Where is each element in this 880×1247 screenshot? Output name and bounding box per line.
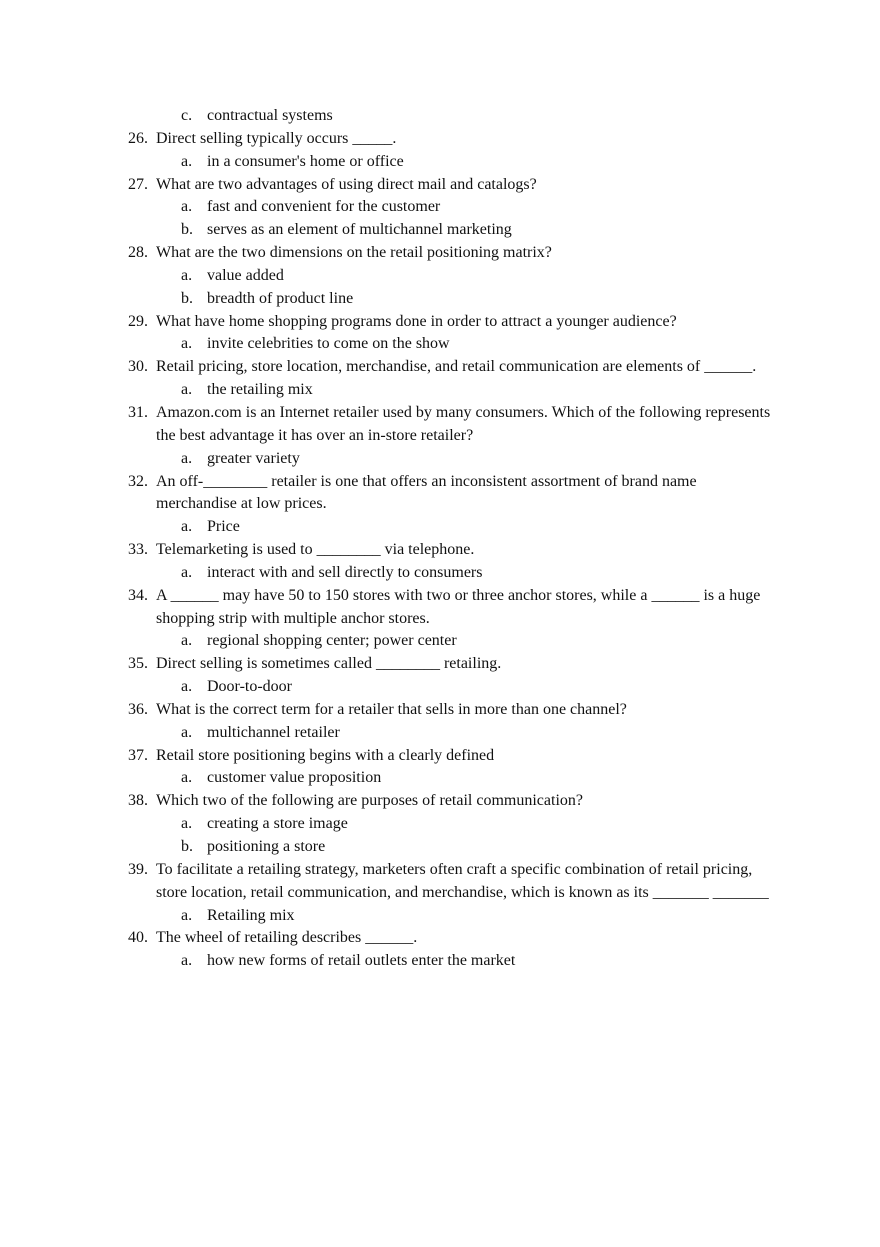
- answer-letter: a.: [181, 906, 193, 924]
- answer-letter: a.: [181, 198, 193, 216]
- answer-text: the retailing mix: [207, 381, 313, 399]
- answer-text: how new forms of retail outlets enter the market: [207, 952, 516, 970]
- question-item: [128, 471, 778, 517]
- answer-option: [128, 379, 778, 402]
- answer-text: interact with and sell directly to consumers: [207, 563, 483, 581]
- answer-letter: b.: [181, 838, 193, 855]
- question-item: [128, 699, 778, 722]
- question-item: [128, 585, 778, 631]
- question-item: [128, 311, 778, 334]
- question-item: [128, 653, 778, 676]
- answer-letter: a.: [181, 769, 193, 787]
- answer-text: value added: [207, 266, 284, 284]
- answer-text: multichannel retailer: [207, 723, 340, 741]
- answer-letter: a.: [181, 632, 193, 650]
- question-text: The wheel of retailing describes ______.: [156, 929, 418, 947]
- question-number: 26.: [128, 129, 148, 147]
- question-item: [128, 356, 778, 379]
- question-text: What are the two dimensions on the retail positioning matrix?: [156, 244, 552, 262]
- answer-option: [128, 333, 778, 356]
- answer-letter: a.: [181, 563, 193, 581]
- answer-letter: a.: [181, 381, 193, 399]
- answer-option: [128, 767, 778, 790]
- answer-option: [128, 676, 778, 699]
- question-text: To facilitate a retailing strategy, marketers often craft a specific combination of retail pricing, store location, retail communication, and merchandise, which is known as its _______ _______: [156, 860, 769, 901]
- question-item: [128, 745, 778, 768]
- question-number: 30.: [128, 358, 148, 376]
- answer-option: [128, 950, 778, 973]
- question-text: Telemarketing is used to ________ via telephone.: [156, 541, 475, 559]
- question-text: What are two advantages of using direct mail and catalogs?: [156, 175, 537, 193]
- question-text: What have home shopping programs done in order to attract a younger audience?: [156, 312, 677, 330]
- answer-letter: a.: [181, 449, 193, 467]
- answer-option: [128, 196, 778, 219]
- question-item: [128, 539, 778, 562]
- question-text: Direct selling typically occurs _____.: [156, 129, 397, 147]
- question-item: [128, 927, 778, 950]
- question-number: 39.: [128, 860, 148, 878]
- question-text: An off-________ retailer is one that offers an inconsistent assortment of brand name merchandise at low prices.: [156, 472, 697, 513]
- answer-letter: a.: [181, 518, 193, 536]
- answer-option: [128, 105, 778, 128]
- answer-text: fast and convenient for the customer: [207, 198, 441, 216]
- question-number: 32.: [128, 472, 148, 490]
- question-number: 35.: [128, 655, 148, 673]
- answer-letter: a.: [181, 723, 193, 741]
- question-text: Retail pricing, store location, merchandise, and retail communication are elements of ______.: [156, 358, 757, 376]
- answer-text: greater variety: [207, 449, 300, 467]
- answer-text: Price: [207, 518, 240, 536]
- answer-text: contractual systems: [207, 107, 333, 124]
- answer-option: [128, 813, 778, 836]
- answer-option: [128, 448, 778, 471]
- answer-text: in a consumer's home or office: [207, 152, 404, 170]
- answer-letter: a.: [181, 678, 193, 696]
- answer-letter: a.: [181, 335, 193, 353]
- answer-letter: a.: [181, 152, 193, 170]
- answer-text: invite celebrities to come on the show: [207, 335, 450, 353]
- question-item: [128, 402, 778, 448]
- question-number: 36.: [128, 700, 148, 718]
- answer-letter: b.: [181, 221, 193, 239]
- question-number: 31.: [128, 403, 148, 421]
- answer-letter: a.: [181, 952, 193, 970]
- answer-option: [128, 630, 778, 653]
- answer-text: positioning a store: [207, 838, 326, 855]
- question-text: Retail store positioning begins with a clearly defined: [156, 746, 495, 764]
- answer-text: serves as an element of multichannel marketing: [207, 221, 512, 239]
- answer-text: creating a store image: [207, 815, 348, 833]
- answer-option: [128, 265, 778, 288]
- answer-text: Door-to-door: [207, 678, 292, 696]
- answer-letter: b.: [181, 289, 193, 307]
- answer-letter: c.: [181, 107, 193, 124]
- question-item: [128, 128, 778, 151]
- answer-option: [128, 836, 778, 859]
- answer-option: [128, 562, 778, 585]
- question-number: 29.: [128, 312, 148, 330]
- question-number: 28.: [128, 244, 148, 262]
- question-number: 40.: [128, 929, 148, 947]
- answer-text: regional shopping center; power center: [207, 632, 457, 650]
- question-text: What is the correct term for a retailer that sells in more than one channel?: [156, 700, 627, 718]
- question-text: Direct selling is sometimes called ________ retailing.: [156, 655, 502, 673]
- question-text: Amazon.com is an Internet retailer used by many consumers. Which of the following represents the best advantage it has over an in-store retailer?: [156, 403, 771, 444]
- answer-option: [128, 516, 778, 539]
- answer-text: customer value proposition: [207, 769, 382, 787]
- answer-letter: a.: [181, 815, 193, 833]
- question-item: [128, 242, 778, 265]
- answer-text: Retailing mix: [207, 906, 295, 924]
- answer-option: [128, 219, 778, 242]
- answer-option: [128, 288, 778, 311]
- question-number: 27.: [128, 175, 148, 193]
- question-item: [128, 859, 778, 905]
- question-number: 37.: [128, 746, 148, 764]
- question-list: [128, 105, 778, 973]
- question-item: [128, 790, 778, 813]
- question-number: 38.: [128, 792, 148, 810]
- question-number: 33.: [128, 541, 148, 559]
- answer-letter: a.: [181, 266, 193, 284]
- question-number: 34.: [128, 586, 148, 604]
- answer-option: [128, 905, 778, 928]
- question-text: A ______ may have 50 to 150 stores with two or three anchor stores, while a ______ is a huge shopping strip with multiple anchor stores.: [156, 586, 761, 627]
- answer-text: breadth of product line: [207, 289, 354, 307]
- answer-option: [128, 722, 778, 745]
- answer-option: [128, 151, 778, 174]
- question-item: [128, 174, 778, 197]
- question-text: Which two of the following are purposes of retail communication?: [156, 792, 583, 810]
